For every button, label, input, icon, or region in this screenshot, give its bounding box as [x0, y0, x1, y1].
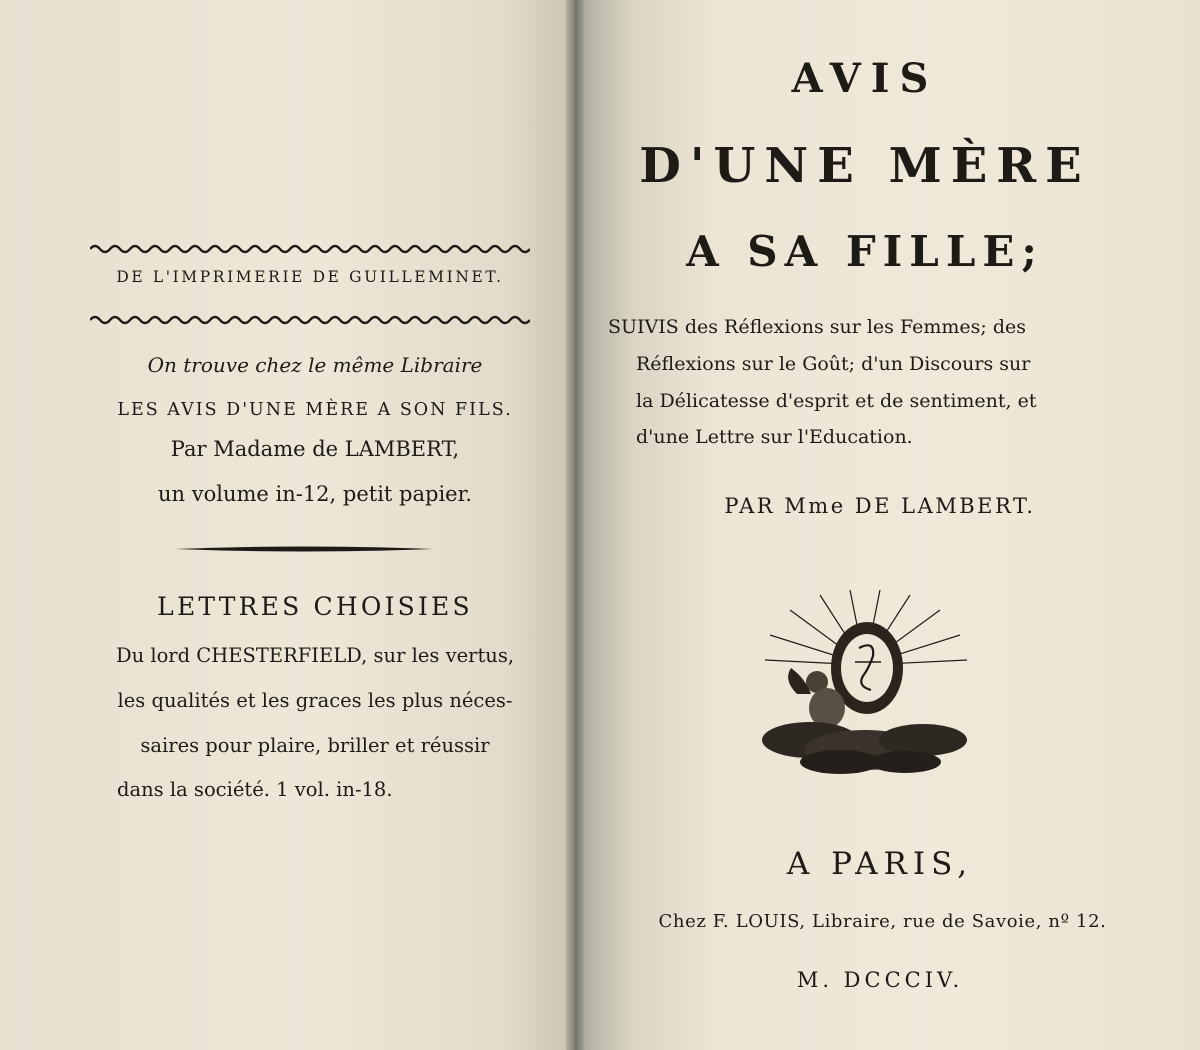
book1-author: Par Madame de LAMBERT, — [170, 437, 460, 461]
libraire-intro: On trouve chez le même Libraire — [147, 353, 483, 377]
title-line-2: D'UNE MÈRE — [639, 138, 1091, 194]
book2-line-3: saires pour plaire, briller et réussir — [140, 734, 490, 757]
book-gutter — [566, 0, 584, 1050]
subtitle-line-3: la Délicatesse d'esprit et de sentiment, et — [636, 390, 1037, 412]
cherub-vignette-image — [745, 590, 985, 780]
book1-format: un volume in-12, petit papier. — [158, 482, 472, 506]
subtitle-line-1: SUIVIS des Réflexions sur les Femmes; des — [608, 316, 1026, 338]
subtitle-line-4: d'une Lettre sur l'Education. — [636, 426, 913, 448]
book2-title: LETTRES CHOISIES — [157, 592, 473, 621]
book2-line-1: Du lord CHESTERFIELD, sur les vertus, — [115, 644, 515, 667]
author-line: PAR Mme DE LAMBERT. — [724, 494, 1036, 518]
book1-title: LES AVIS D'UNE MÈRE A SON FILS. — [117, 400, 513, 420]
title-line-1: AVIS — [791, 55, 939, 102]
left-page — [0, 0, 575, 1050]
imprint-line: DE L'IMPRIMERIE DE GUILLEMINET. — [116, 268, 504, 286]
title-line-3: A SA FILLE; — [686, 227, 1044, 276]
wavy-rule-top — [90, 243, 530, 255]
place-line: A PARIS, — [786, 846, 974, 882]
swell-rule — [175, 544, 433, 554]
publisher-line: Chez F. LOUIS, Libraire, rue de Savoie, nº 12. — [658, 911, 1107, 932]
book2-line-4: dans la société. 1 vol. in-18. — [117, 778, 393, 801]
subtitle-line-2: Réflexions sur le Goût; d'un Discours sur — [636, 353, 1031, 375]
wavy-rule-bottom — [90, 314, 530, 326]
book2-line-2: les qualités et les graces les plus néces- — [117, 689, 513, 712]
year-line: M. DCCCIV. — [796, 968, 964, 992]
